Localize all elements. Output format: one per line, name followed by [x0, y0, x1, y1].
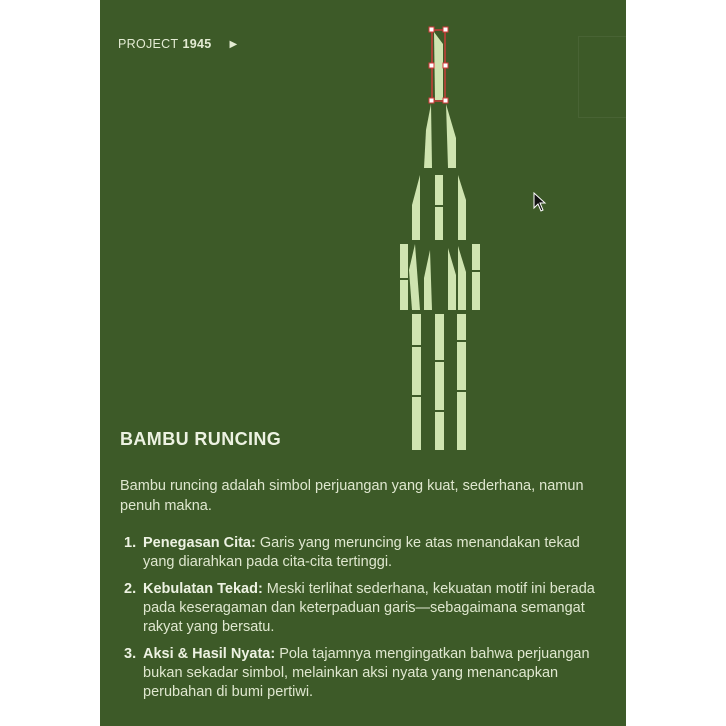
list-number: 2.	[124, 581, 137, 597]
section-title: BAMBU RUNCING	[120, 429, 282, 449]
intro-paragraph: Bambu runcing adalah simbol perjuangan yang kuat, sederhana, namun penuh makna.	[120, 478, 584, 514]
list-number: 3.	[124, 646, 137, 662]
list-text: Pola tajamnya mengingatkan bahwa perjuangan bukan sekadar simbol, melainkan aksi nyata yang menancapkan perubahan di bumi pertiwi.	[143, 646, 590, 700]
list-text: Garis yang meruncing ke atas menandakan tekad yang diarahkan pada cita-cita tertinggi.	[143, 535, 580, 570]
list-item	[120, 580, 610, 637]
bamboo-spike	[412, 175, 420, 240]
list-number: 1.	[124, 535, 137, 551]
bamboo-spike	[448, 248, 456, 310]
list-term: Kebulatan Tekad:	[143, 581, 263, 597]
bamboo-stalk	[435, 314, 444, 450]
project-year: 1945	[182, 37, 212, 51]
bamboo-stalk	[472, 244, 480, 310]
chevron-right-icon[interactable]: ▶	[229, 38, 238, 50]
bamboo-spike	[446, 104, 456, 168]
list-term: Aksi & Hasil Nyata:	[143, 646, 276, 662]
list-term: Penegasan Cita:	[143, 535, 256, 551]
bamboo-stalk	[400, 244, 408, 310]
bamboo-spike-selected	[434, 32, 443, 100]
bamboo-spike	[409, 244, 420, 310]
list-text: Meski terlihat sederhana, kekuatan motif ini berada pada keseragaman dan keterpaduan garis—sebagaimana semangat rakyat yang bersatu.	[143, 581, 595, 635]
list-item	[120, 534, 610, 572]
bamboo-stalk	[435, 175, 443, 240]
bamboo-stalk	[412, 314, 421, 450]
bamboo-spike	[458, 246, 466, 310]
bamboo-stalk	[457, 314, 466, 450]
poster-artboard[interactable]	[100, 0, 626, 726]
list-item	[120, 645, 610, 702]
meaning-list	[120, 534, 610, 710]
bamboo-spike	[458, 175, 466, 240]
project-label: PROJECT	[118, 37, 179, 51]
bamboo-spike	[424, 104, 432, 168]
bamboo-spike	[424, 250, 432, 310]
mouse-pointer-icon	[533, 192, 547, 212]
